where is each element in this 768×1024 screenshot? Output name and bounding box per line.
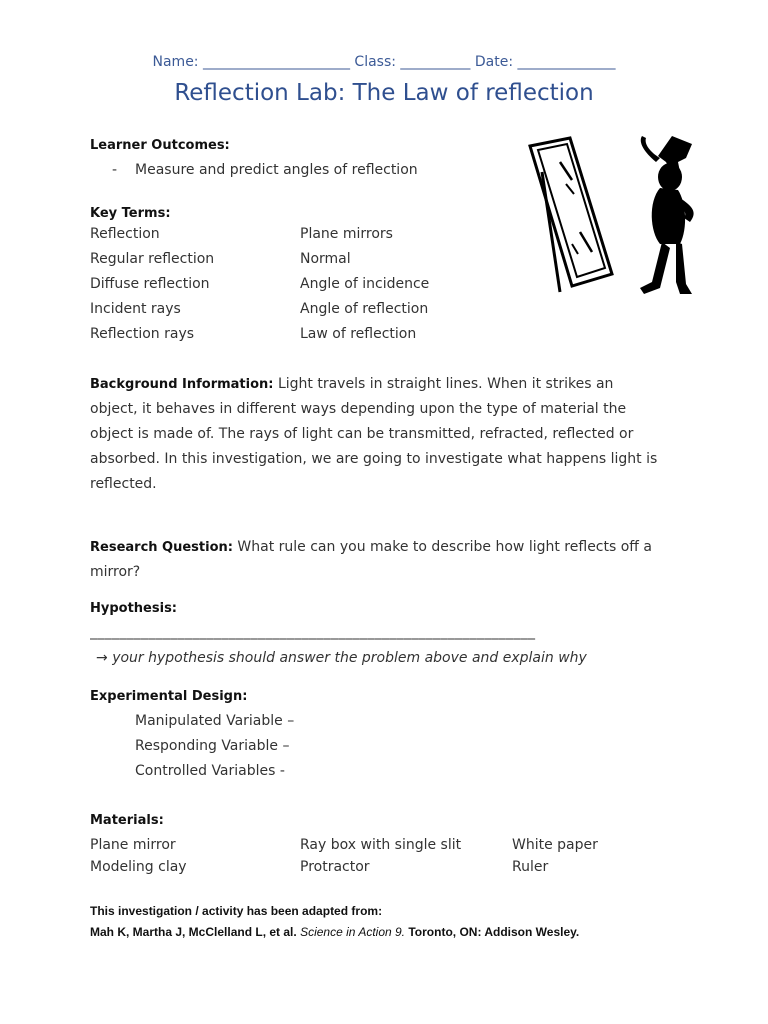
key-terms-heading: Key Terms:	[90, 206, 171, 221]
material-item: White paper	[512, 837, 598, 853]
background-label: Background Information:	[90, 377, 274, 392]
background-line: absorbed. In this investigation, we are going to investigate what happens light is	[90, 451, 658, 467]
key-term-left: Regular reflection	[90, 251, 215, 267]
material-item: Plane mirror	[90, 837, 176, 853]
hypothesis-hint-text: your hypothesis should answer the problem above and explain why	[112, 650, 587, 666]
key-term-right: Angle of reflection	[300, 301, 429, 317]
hypothesis-heading: Hypothesis:	[90, 601, 178, 616]
citation-book: Science in Action 9.	[300, 925, 406, 939]
research-text: What rule can you make to describe how light reflects off a	[237, 539, 652, 555]
key-term-left: Reflection rays	[90, 326, 195, 342]
key-term-left: Incident rays	[90, 301, 181, 317]
citation	[90, 925, 579, 939]
mirror-illustration	[520, 132, 705, 297]
learner-outcomes-heading: Learner Outcomes:	[90, 138, 230, 153]
citation-authors: Mah K, Martha J, McClelland L, et al.	[90, 925, 297, 939]
person-silhouette-icon	[640, 136, 694, 294]
research-question	[90, 535, 680, 585]
design-item: Responding Variable –	[135, 738, 290, 754]
materials-heading: Materials:	[90, 813, 164, 828]
background-line: object is made of. The rays of light can be transmitted, refracted, reflected or	[90, 426, 634, 442]
design-item: Manipulated Variable –	[135, 713, 295, 729]
key-term-right: Normal	[300, 251, 351, 267]
hypothesis-answer-line[interactable]: _____________________________________________________________	[90, 624, 536, 640]
arrow-icon: →	[96, 650, 108, 666]
adapted-from-note: This investigation / activity has been adapted from:	[90, 904, 383, 918]
key-term-right: Plane mirrors	[300, 226, 393, 242]
research-text: mirror?	[90, 564, 141, 580]
key-term-right: Law of reflection	[300, 326, 417, 342]
mirror-icon	[530, 138, 612, 292]
material-item: Ruler	[512, 859, 549, 875]
citation-publisher: Toronto, ON: Addison Wesley.	[408, 925, 580, 939]
background-line: Light travels in straight lines. When it strikes an	[277, 376, 614, 392]
material-item: Modeling clay	[90, 859, 187, 875]
learner-outcome-item: Measure and predict angles of reflection	[135, 162, 418, 178]
page-title: Reflection Lab: The Law of reflection	[174, 80, 594, 106]
background-line: reflected.	[90, 476, 157, 492]
design-item: Controlled Variables -	[135, 763, 285, 779]
research-label: Research Question:	[90, 540, 233, 555]
key-term-right: Angle of incidence	[300, 276, 430, 292]
key-term-left: Reflection	[90, 226, 160, 242]
experimental-design-heading: Experimental Design:	[90, 689, 248, 704]
hypothesis-hint	[96, 650, 587, 666]
material-item: Ray box with single slit	[300, 837, 462, 853]
material-item: Protractor	[300, 859, 370, 875]
name-class-date-line: Name: _____________________ Class: __________ Date: ______________	[152, 54, 616, 70]
background-line: object, it behaves in different ways depending upon the type of material the	[90, 401, 627, 417]
bullet-dash: -	[112, 162, 118, 178]
background-information	[90, 372, 680, 497]
key-term-left: Diffuse reflection	[90, 276, 210, 292]
